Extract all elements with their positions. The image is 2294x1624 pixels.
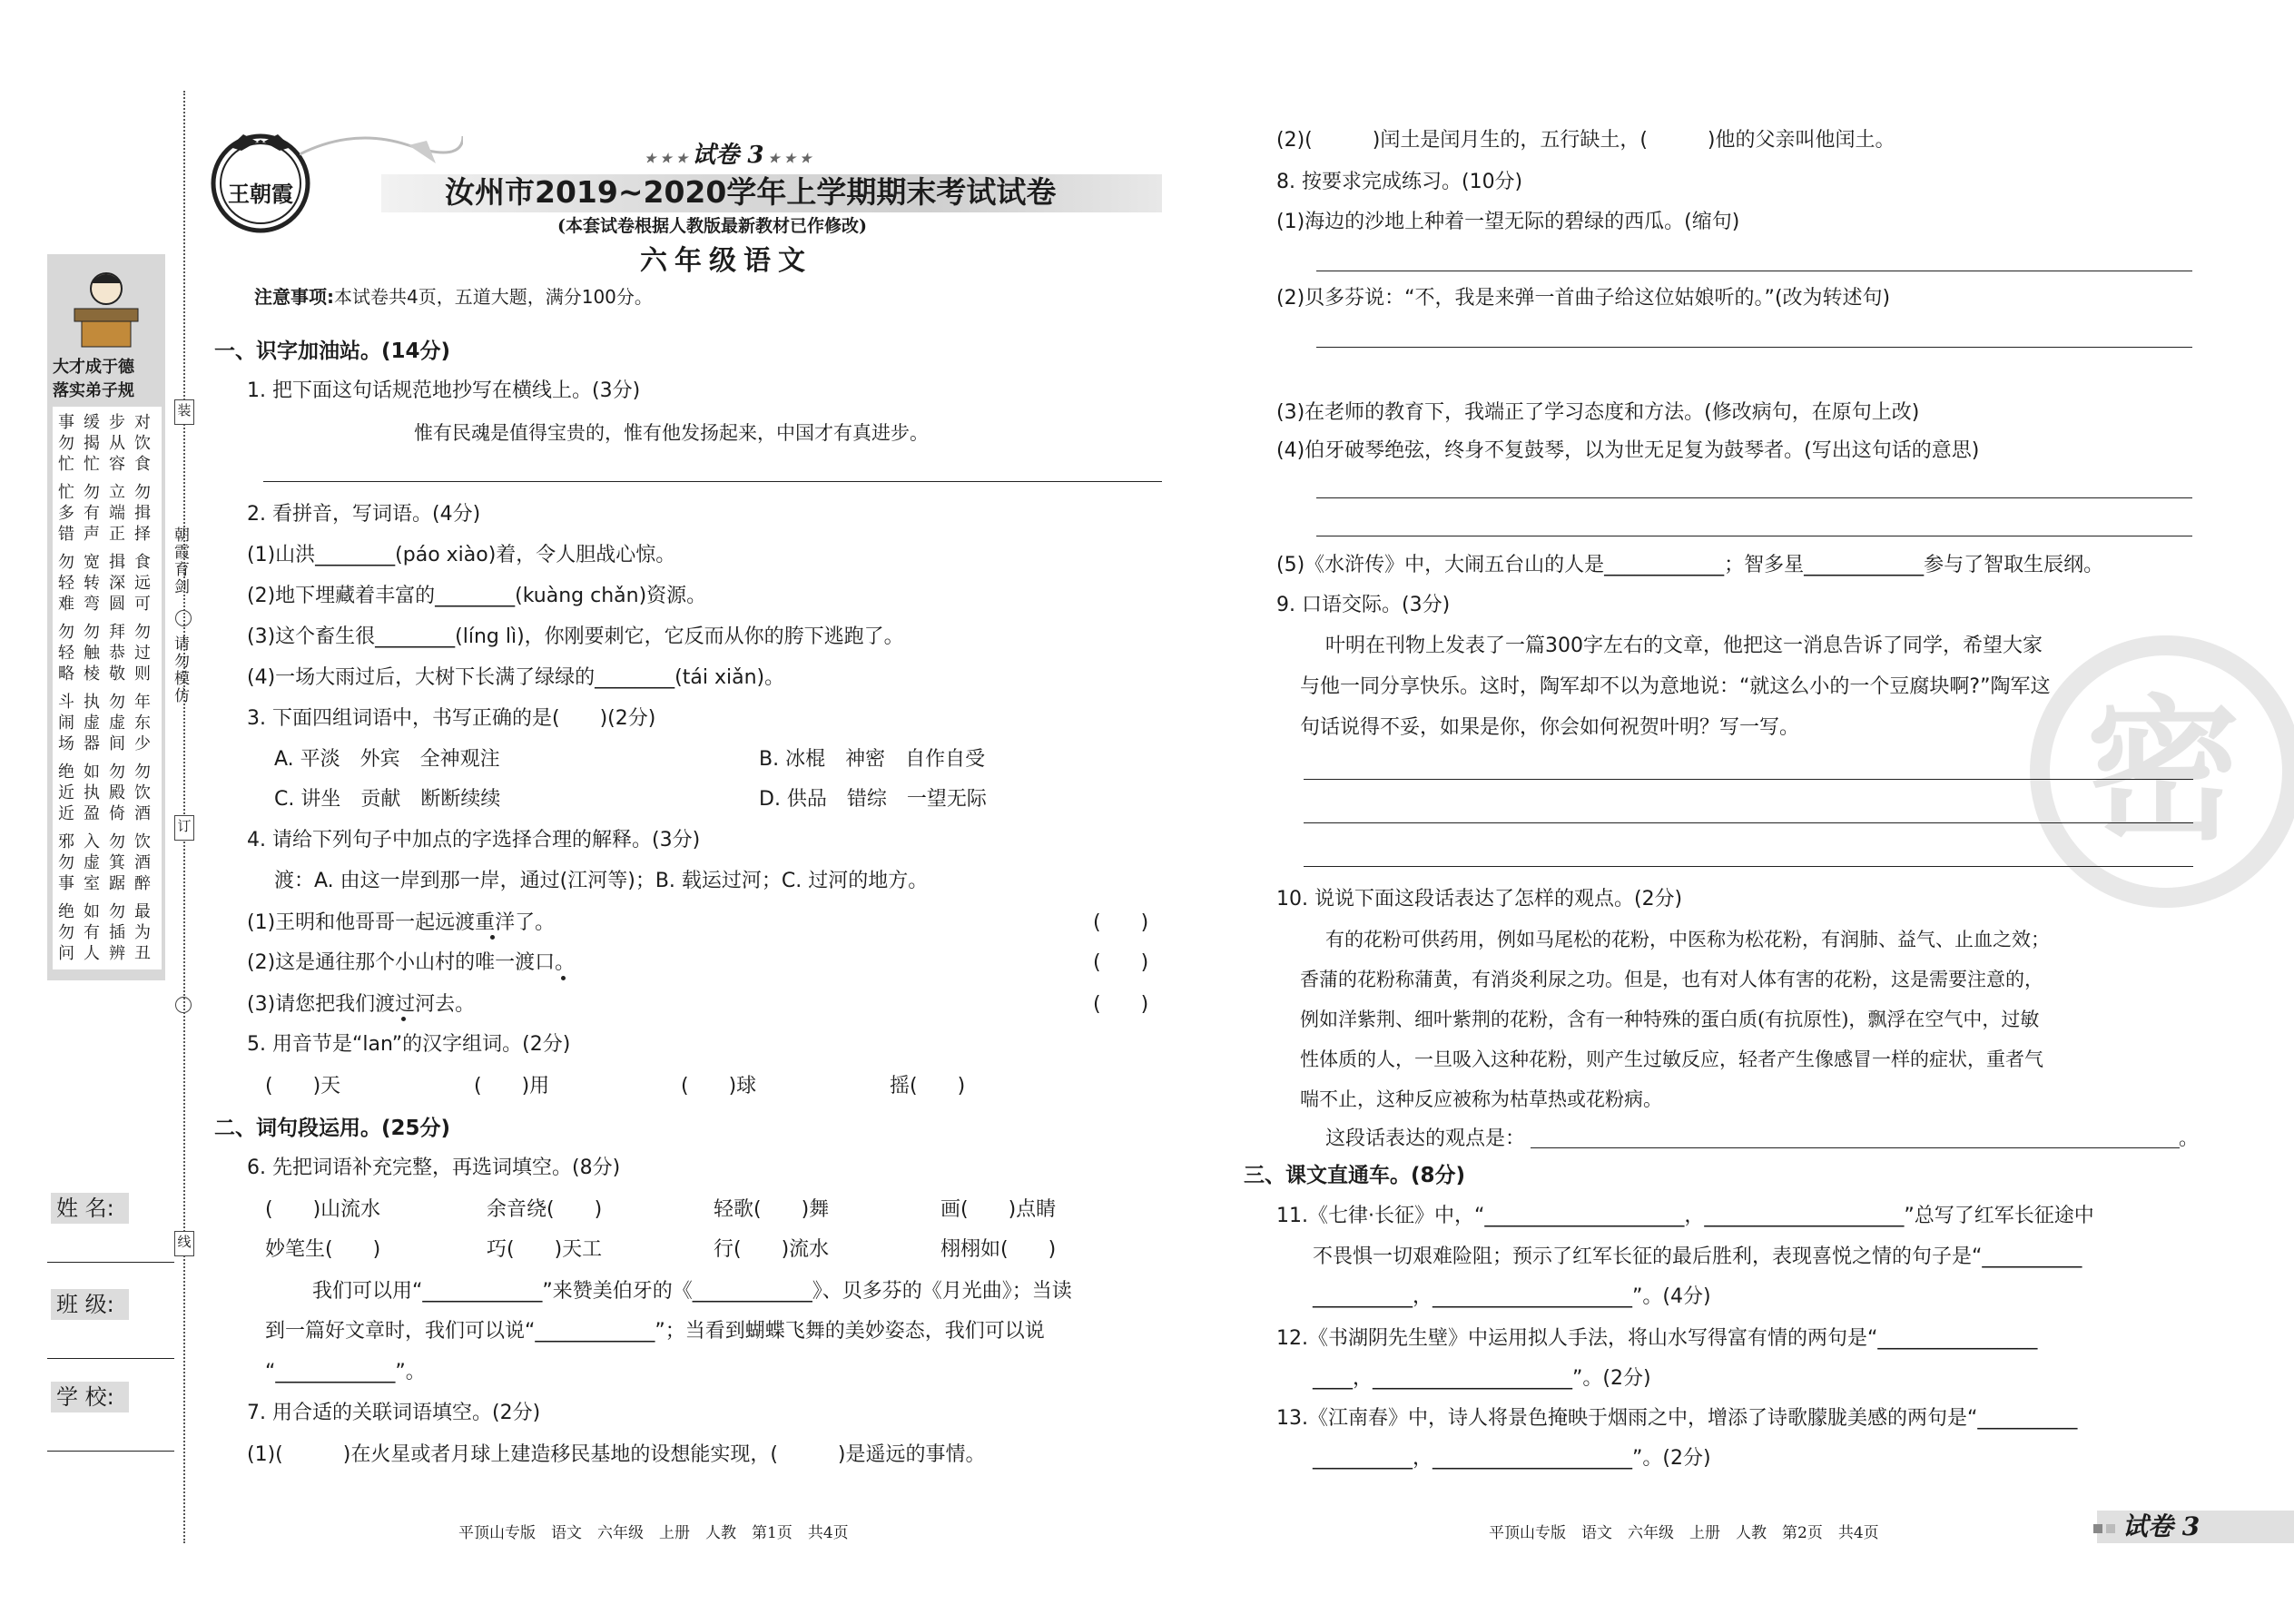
poem-char: 执 — [84, 693, 100, 712]
poem-char: 室 — [84, 874, 100, 893]
q6-idiom-4[interactable]: 画( )点睛 — [940, 1198, 1057, 1221]
poem-char: 圆 — [109, 595, 125, 614]
q8-item-4: (4)伯牙破琴绝弦，终身不复鼓琴，以为世无足复为鼓琴者。(写出这句话的意思) — [1276, 439, 1980, 462]
poem-char: 揖 — [109, 553, 125, 572]
q10-passage-5: 喘不止，这种反应被称为枯草热或花粉病。 — [1300, 1088, 1662, 1110]
poem-char: 场 — [58, 734, 74, 753]
poem-char: 正 — [109, 525, 125, 544]
q6-idiom-8[interactable]: 栩栩如( ) — [940, 1238, 1057, 1261]
poem-char: 勿 — [134, 763, 151, 782]
right-page-footer: 平顶山专版 语文 六年级 上册 人教 第2页 共4页 — [1489, 1524, 1879, 1542]
poem-char: 勿 — [134, 483, 151, 502]
name-underline — [47, 1262, 174, 1263]
q1-sentence: 惟有民魂是值得宝贵的，惟有他发扬起来，中国才有真进步。 — [414, 422, 929, 444]
vertical-label-1: 朝霞育剑 — [171, 527, 189, 595]
poem-char: 揭 — [84, 434, 100, 453]
poem-char: 转 — [84, 574, 100, 593]
poem-char: 饮 — [134, 783, 151, 802]
poem-char: 酒 — [134, 804, 151, 823]
q7-prompt: 7. 用合适的关联词语填空。(2分) — [247, 1402, 541, 1424]
q4-prompt: 4. 请给下列句子中加点的字选择合理的解释。(3分) — [247, 829, 701, 851]
poem-char: 饮 — [134, 832, 151, 851]
poem-char: 忙 — [84, 455, 100, 474]
q2-item-4: (4)一场大雨过后，大树下长满了绿绿的________(tái xiǎn)。 — [247, 666, 785, 689]
q5-blank-1[interactable]: ( )天 — [265, 1075, 341, 1097]
q12-line-1: 12.《书湖阴先生壁》中运用拟人手法，将山水写得富有情的两句是“________________ — [1276, 1327, 2038, 1350]
poem-char: 敬 — [109, 664, 125, 684]
q10-passage-3: 例如洋紫荆、细叶紫荆的花粉，含有一种特殊的蛋白质(有抗原性)，飘浮在空气中，过敏 — [1300, 1009, 2040, 1030]
q10-passage-2: 香蒲的花粉称蒲黄，有消炎利尿之功。但是，也有对人体有害的花粉，这是需要注意的， — [1300, 969, 2043, 990]
poem-char: 容 — [109, 455, 125, 474]
q3-option-c[interactable]: C. 讲坐 贡献 断断续续 — [274, 788, 501, 811]
poem-char: 执 — [84, 783, 100, 802]
poem-char: 择 — [134, 525, 151, 544]
poem-char: 轻 — [58, 644, 74, 663]
q11-line-3: __________，____________________”。(4分) — [1313, 1285, 1711, 1308]
poem-char: 拜 — [109, 623, 125, 642]
emphasis-dot — [490, 935, 495, 940]
q5-blank-2[interactable]: ( )用 — [474, 1075, 550, 1097]
school-field[interactable] — [47, 1374, 176, 1452]
exam-note: (本套试卷根据人教版最新教材已作修改) — [557, 216, 867, 236]
poem-char: 殿 — [109, 783, 125, 802]
margin-motto-panel — [47, 254, 165, 980]
poem-char: 人 — [84, 944, 100, 963]
poem-char: 近 — [58, 783, 74, 802]
poem-char: 入 — [84, 832, 100, 851]
q3-option-a[interactable]: A. 平淡 外宾 全神观注 — [274, 748, 500, 771]
q6-idiom-7[interactable]: 行( )流水 — [714, 1238, 830, 1261]
poem-char: 揖 — [134, 504, 151, 523]
q8-item-3: (3)在老师的教育下，我端正了学习态度和方法。(修改病句，在原句上改) — [1276, 401, 1920, 424]
q8-item-5: (5)《水浒传》中，大闹五台山的人是____________；智多星____________参与了智取生辰纲。 — [1276, 554, 2104, 576]
q5-blank-4[interactable]: 摇( ) — [890, 1075, 966, 1097]
fold-mark-2: 订 — [174, 815, 194, 841]
poem-char: 深 — [109, 574, 125, 593]
q8-item-2-answer-line[interactable] — [1316, 347, 2192, 348]
fold-mark-3: 线 — [174, 1231, 194, 1256]
corner-tag: 试卷 3 — [2122, 1511, 2200, 1541]
confidential-stamp — [2030, 635, 2294, 908]
q9-text-2: 与他一同分享快乐。这时，陶军却不以为意地说：“就这么小的一个豆腐块啊?”陶军这 — [1300, 675, 2051, 698]
q6-idiom-6[interactable]: 巧( )天工 — [487, 1238, 603, 1261]
q4-item-3: (3)请您把我们渡过河去。 — [247, 993, 476, 1016]
notice-text: 本试卷共4页，五道大题，满分100分。 — [334, 286, 653, 308]
q8-item-2: (2)贝多芬说：“不，我是来弹一首曲子给这位姑娘听的。”(改为转述句) — [1276, 287, 1891, 310]
poem-char: 醉 — [134, 874, 151, 893]
q13-line-2: __________，____________________”。(2分) — [1313, 1447, 1711, 1470]
q1-prompt: 1. 把下面这句话规范地抄写在横线上。(3分) — [247, 379, 641, 402]
q10-answer-line[interactable] — [1531, 1147, 2180, 1148]
fold-mark-1: 装 — [174, 399, 194, 425]
q6-idiom-3[interactable]: 轻歌( )舞 — [714, 1198, 830, 1221]
name-label: 姓 名: — [51, 1193, 129, 1224]
poem-char: 声 — [84, 525, 100, 544]
q5-prompt: 5. 用音节是“lan”的汉字组词。(2分) — [247, 1033, 571, 1056]
q2-item-1: (1)山洪________(páo xiào)着，令人胆战心惊。 — [247, 544, 676, 566]
poem-char: 闹 — [58, 714, 74, 733]
poem-char: 年 — [134, 693, 151, 712]
q2-prompt: 2. 看拼音，写词语。(4分) — [247, 503, 481, 526]
poem-char: 勿 — [58, 923, 74, 942]
poem-char: 多 — [58, 504, 74, 523]
punch-hole-2 — [175, 997, 192, 1013]
poem-char: 立 — [109, 483, 125, 502]
poem-char: 勿 — [58, 853, 74, 872]
poem-char: 忙 — [58, 483, 74, 502]
school-label: 学 校: — [51, 1382, 129, 1412]
poem-char: 宽 — [84, 553, 100, 572]
poem-char: 斗 — [58, 693, 74, 712]
poem-char: 事 — [58, 413, 74, 432]
poem-char: 勿 — [84, 483, 100, 502]
poem-char: 对 — [134, 413, 151, 432]
poem-char: 勿 — [58, 623, 74, 642]
poem-char: 有 — [84, 504, 100, 523]
star-decoration-right: ★ ★ ★ — [763, 152, 812, 166]
class-field[interactable] — [47, 1282, 176, 1360]
poem-char: 绝 — [58, 902, 74, 921]
poem-char: 勿 — [109, 763, 125, 782]
poem-char: 少 — [134, 734, 151, 753]
poem-char: 步 — [109, 413, 125, 432]
q5-blank-3[interactable]: ( )球 — [681, 1075, 757, 1097]
notice — [254, 283, 653, 310]
punch-hole-1 — [175, 610, 192, 626]
poem-char: 间 — [109, 734, 125, 753]
q3-option-b[interactable]: B. 冰棍 神密 自作自受 — [759, 748, 986, 771]
poem-char: 近 — [58, 804, 74, 823]
q6-prompt: 6. 先把词语补充完整，再选词填空。(8分) — [247, 1156, 621, 1179]
class-label: 班 级: — [51, 1289, 129, 1320]
q9-text-1: 叶明在刊物上发表了一篇300字左右的文章，他把这一消息告诉了同学，希望大家 — [1325, 635, 2043, 657]
q7-item-1: (1)( )在火星或者月球上建造移民基地的设想能实现，( )是遥远的事情。 — [247, 1443, 986, 1466]
poem-char: 绝 — [58, 763, 74, 782]
q6-idiom-5[interactable]: 妙笔生( ) — [265, 1238, 381, 1261]
poem-char: 轻 — [58, 574, 74, 593]
poem-char: 棱 — [84, 664, 100, 684]
left-page-footer: 平顶山专版 语文 六年级 上册 人教 第1页 共4页 — [458, 1524, 849, 1542]
poem-char: 盈 — [84, 804, 100, 823]
q10-answer-period: 。 — [2179, 1127, 2200, 1150]
q11-line-1: 11.《七律·长征》中，“____________________，____________________”总写了红军长征途中 — [1276, 1205, 2094, 1227]
poem-char: 错 — [58, 525, 74, 544]
poem-char: 丑 — [134, 944, 151, 963]
poem-char: 缓 — [84, 413, 100, 432]
vertical-label-2: 请勿模仿 — [171, 635, 189, 704]
q4-definitions: 渡：A. 由这一岸到那一岸，通过(江河等)；B. 载运过河；C. 过河的地方。 — [274, 870, 929, 892]
poem-char: 倚 — [109, 804, 125, 823]
poem-char: 食 — [134, 553, 151, 572]
emphasis-dot — [561, 976, 566, 980]
school-underline — [47, 1451, 174, 1452]
poem-char: 食 — [134, 455, 151, 474]
poem-char: 勿 — [58, 434, 74, 453]
subject-title: 六年级语文 — [640, 245, 812, 277]
poem-char: 勿 — [109, 693, 125, 712]
poem-char: 恭 — [109, 644, 125, 663]
poem-char: 踞 — [109, 874, 125, 893]
poem-char: 如 — [84, 763, 100, 782]
poem-char: 插 — [109, 923, 125, 942]
q10-answer-label: 这段话表达的观点是： — [1325, 1127, 1526, 1150]
poem-char: 忙 — [58, 455, 74, 474]
logo-text: 王朝霞 — [228, 181, 293, 207]
q3-option-d[interactable]: D. 供品 错综 一望无际 — [759, 788, 987, 811]
q4-item-1-paren[interactable]: ( ) — [1093, 911, 1149, 934]
poem-char: 如 — [84, 902, 100, 921]
star-decoration-left: ★ ★ ★ — [645, 152, 693, 166]
q2-item-3: (3)这个畜生很________(líng lì)，你刚要刺它，它反而从你的胯下逃跑了。 — [247, 625, 904, 648]
q8-item-4-answer-line-1[interactable] — [1316, 497, 2192, 498]
q6-fill-line-2: 到一篇好文章时，我们可以说“____________”；当看到蝴蝶飞舞的美妙姿态，我们可以说 — [265, 1320, 1045, 1343]
q13-line-1: 13.《江南春》中，诗人将景色掩映于烟雨之中，增添了诗歌朦胧美感的两句是“__________ — [1276, 1407, 2078, 1430]
q12-line-2: ____，____________________”。(2分) — [1313, 1367, 1651, 1390]
poem-char: 虚 — [84, 853, 100, 872]
q9-text-3: 句话说得不妥，如果是你，你会如何祝贺叶明？写一写。 — [1300, 716, 1800, 739]
poem-char: 勿 — [109, 902, 125, 921]
poem-char: 勿 — [134, 623, 151, 642]
q1-answer-line[interactable] — [263, 481, 1162, 482]
poem-char: 器 — [84, 734, 100, 753]
section-1-heading: 一、识字加油站。(14分) — [214, 340, 451, 363]
section-3-heading: 三、课文直通车。(8分) — [1244, 1164, 1466, 1187]
poem-char: 问 — [58, 944, 74, 963]
q2-item-2: (2)地下埋藏着丰富的________(kuàng chǎn)资源。 — [247, 585, 707, 607]
poem-char: 辨 — [109, 944, 125, 963]
exam-number: ★ ★ ★ 试卷 3 ★ ★ ★ — [645, 142, 812, 169]
q9-answer-line-1[interactable] — [1304, 779, 2193, 780]
poem-char: 则 — [134, 664, 151, 684]
q8-item-1: (1)海边的沙地上种着一望无际的碧绿的西瓜。(缩句) — [1276, 211, 1740, 233]
q9-prompt: 9. 口语交际。(3分) — [1276, 594, 1451, 616]
q10-passage-4: 性体质的人，一旦吸入这种花粉，则产生过敏反应，轻者产生像感冒一样的症状，重者气 — [1300, 1048, 2043, 1070]
q6-fill-line-3: “____________”。 — [265, 1361, 426, 1383]
poem-char: 酒 — [134, 853, 151, 872]
poem-char: 东 — [134, 714, 151, 733]
poem-char: 箕 — [109, 853, 125, 872]
poem-char: 触 — [84, 644, 100, 663]
notice-label: 注意事项: — [254, 286, 334, 308]
poem-char: 过 — [134, 644, 151, 663]
poem-char: 难 — [58, 595, 74, 614]
q9-answer-line-2[interactable] — [1304, 822, 2193, 823]
poem-char: 略 — [58, 664, 74, 684]
name-field[interactable] — [47, 1186, 176, 1264]
poem-char: 从 — [109, 434, 125, 453]
poem-char: 饮 — [134, 434, 151, 453]
q8-prompt: 8. 按要求完成练习。(10分) — [1276, 171, 1523, 193]
emphasis-dot — [401, 1017, 406, 1021]
poem-char: 虚 — [109, 714, 125, 733]
motto-line-2: 落实弟子规 — [53, 381, 134, 400]
poem-char: 远 — [134, 574, 151, 593]
poem-char: 弯 — [84, 595, 100, 614]
q6-idiom-1[interactable]: ( )山流水 — [265, 1198, 381, 1221]
poem-char: 端 — [109, 504, 125, 523]
q4-item-3-paren[interactable]: ( ) — [1093, 993, 1149, 1016]
poem-grid — [53, 407, 162, 969]
q4-item-2-paren[interactable]: ( ) — [1093, 951, 1149, 974]
poem-char: 勿 — [84, 623, 100, 642]
motto-line-1: 大才成于德 — [53, 358, 134, 377]
q9-answer-line-3[interactable] — [1304, 866, 2193, 867]
brand-logo — [207, 127, 314, 234]
poem-char: 邪 — [58, 832, 74, 851]
q6-fill-line-1: 我们可以用“____________”来赞美伯牙的《____________》、贝多芬的《月光曲》；当读 — [312, 1280, 1072, 1303]
poem-char: 勿 — [58, 553, 74, 572]
poem-char: 最 — [134, 902, 151, 921]
q10-prompt: 10. 说说下面这段话表达了怎样的观点。(2分) — [1276, 888, 1683, 910]
poem-char: 事 — [58, 874, 74, 893]
q7-item-2: (2)( )闰土是闰月生的，五行缺土，( )他的父亲叫他闰土。 — [1276, 129, 1895, 152]
ribbon-decoration — [300, 118, 463, 172]
q4-item-2: (2)这是通往那个小山村的唯一渡口。 — [247, 951, 576, 974]
q4-item-1: (1)王明和他哥哥一起远渡重洋了。 — [247, 911, 556, 934]
corner-tag-squares — [2093, 1520, 2115, 1537]
scholar-figure — [65, 263, 147, 349]
class-underline — [47, 1358, 174, 1359]
poem-char: 虚 — [84, 714, 100, 733]
q3-prompt: 3. 下面四组词语中，书写正确的是( )(2分) — [247, 707, 656, 730]
stamp-character: 密 — [2086, 682, 2241, 861]
poem-char: 勿 — [109, 832, 125, 851]
q6-idiom-2[interactable]: 余音绕( ) — [487, 1198, 603, 1221]
exam-title: 汝州市2019~2020学年上学期期末考试试卷 — [445, 174, 1057, 210]
poem-char: 可 — [134, 595, 151, 614]
poem-char: 有 — [84, 923, 100, 942]
q10-passage-1: 有的花粉可供药用，例如马尾松的花粉，中医称为松花粉，有润肺、益气、止血之效； — [1325, 929, 2050, 950]
q11-line-2: 不畏惧一切艰难险阻；预示了红军长征的最后胜利，表现喜悦之情的句子是“__________ — [1313, 1245, 2082, 1268]
section-2-heading: 二、词句段运用。(25分) — [214, 1117, 451, 1140]
poem-char: 为 — [134, 923, 151, 942]
